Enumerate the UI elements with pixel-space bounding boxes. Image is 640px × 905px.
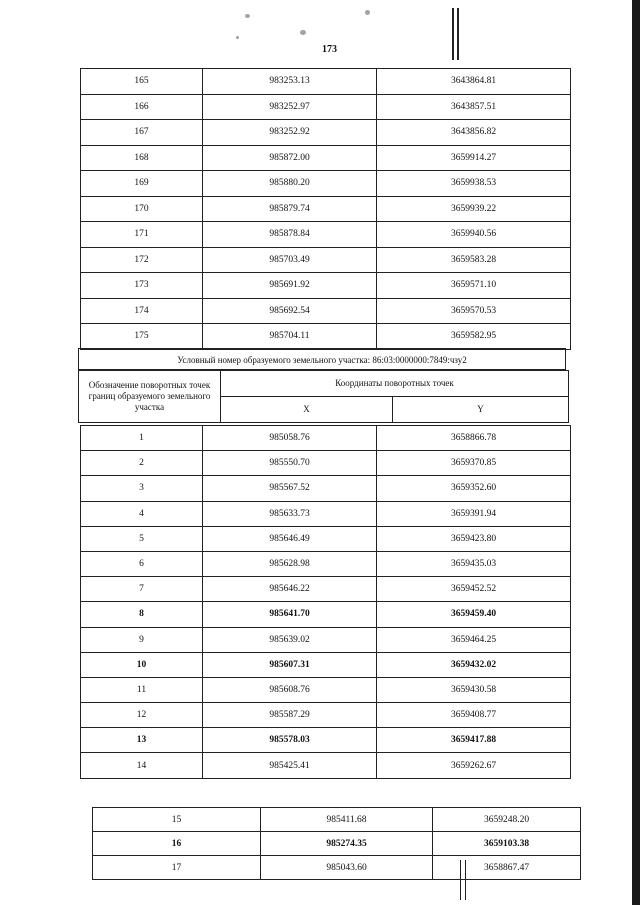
x-coordinate-cell: 983253.13	[203, 69, 377, 95]
scan-speck	[365, 10, 370, 15]
y-coordinate-cell: 3659940.56	[377, 222, 571, 248]
point-number-cell: 166	[81, 94, 203, 120]
x-coordinate-cell: 985425.41	[203, 753, 377, 778]
x-coordinate-cell: 985633.73	[203, 501, 377, 526]
table-row	[81, 526, 571, 551]
table-row	[81, 171, 571, 197]
y-coordinate-cell: 3659939.22	[377, 196, 571, 222]
x-coordinate-cell: 983252.92	[203, 120, 377, 146]
table-row	[81, 69, 571, 95]
point-number-cell: 2	[81, 451, 203, 476]
table-row	[81, 602, 571, 627]
table-row	[81, 476, 571, 501]
point-number-cell: 170	[81, 196, 203, 222]
x-coordinate-cell: 983252.97	[203, 94, 377, 120]
table-row	[81, 728, 571, 753]
parcel-caption: Условный номер образуемого земельного участка: 86:03:0000000:7849:чзу2	[78, 348, 566, 370]
y-coordinate-cell: 3643864.81	[377, 69, 571, 95]
table-row	[93, 856, 581, 880]
point-number-cell: 9	[81, 627, 203, 652]
point-number-cell: 17	[93, 856, 261, 880]
point-number-cell: 175	[81, 324, 203, 350]
table-row	[81, 577, 571, 602]
point-number-cell: 169	[81, 171, 203, 197]
y-coordinate-cell: 3659262.67	[377, 753, 571, 778]
table-row	[93, 808, 581, 832]
point-number-cell: 7	[81, 577, 203, 602]
points-column-header: Обозначение поворотных точек границ образуемого земельного участка	[79, 371, 221, 423]
x-coordinate-cell: 985274.35	[261, 832, 433, 856]
x-coordinate-cell: 985703.49	[203, 247, 377, 273]
table-row	[81, 145, 571, 171]
y-coordinate-cell: 3659914.27	[377, 145, 571, 171]
y-coordinate-cell: 3659103.38	[433, 832, 581, 856]
point-number-cell: 171	[81, 222, 203, 248]
point-number-cell: 168	[81, 145, 203, 171]
coordinates-header	[78, 370, 569, 423]
point-number-cell: 6	[81, 551, 203, 576]
x-coordinate-cell: 985646.22	[203, 577, 377, 602]
point-number-cell: 4	[81, 501, 203, 526]
point-number-cell: 12	[81, 703, 203, 728]
point-number-cell: 172	[81, 247, 203, 273]
y-coordinate-cell: 3643857.51	[377, 94, 571, 120]
y-coordinate-cell: 3659464.25	[377, 627, 571, 652]
x-coordinate-cell: 985691.92	[203, 273, 377, 299]
scan-artifact-line	[452, 8, 454, 60]
x-coordinate-cell: 985608.76	[203, 677, 377, 702]
point-number-cell: 11	[81, 677, 203, 702]
x-coordinate-cell: 985878.84	[203, 222, 377, 248]
table-row	[81, 501, 571, 526]
y-coordinate-cell: 3659423.80	[377, 526, 571, 551]
table-row	[81, 551, 571, 576]
x-coordinate-cell: 985641.70	[203, 602, 377, 627]
table-row	[81, 222, 571, 248]
table-row	[81, 451, 571, 476]
coordinates-header-title: Координаты поворотных точек	[221, 371, 569, 397]
point-number-cell: 174	[81, 298, 203, 324]
table-row	[81, 426, 571, 451]
point-number-cell: 167	[81, 120, 203, 146]
y-coordinate-cell: 3659571.10	[377, 273, 571, 299]
point-number-cell: 3	[81, 476, 203, 501]
table-row	[81, 324, 571, 350]
scan-speck	[300, 30, 306, 35]
x-coordinate-cell: 985058.76	[203, 426, 377, 451]
y-coordinate-cell: 3659452.52	[377, 577, 571, 602]
point-number-cell: 15	[93, 808, 261, 832]
table-row	[81, 753, 571, 778]
point-number-cell: 13	[81, 728, 203, 753]
table-row	[81, 273, 571, 299]
y-coordinate-cell: 3659370.85	[377, 451, 571, 476]
x-coordinate-cell: 985692.54	[203, 298, 377, 324]
y-coordinate-cell: 3659248.20	[433, 808, 581, 832]
x-coordinate-cell: 985550.70	[203, 451, 377, 476]
point-number-cell: 5	[81, 526, 203, 551]
table-row	[81, 298, 571, 324]
coordinates-table-top	[80, 68, 571, 350]
y-coordinate-cell: 3658866.78	[377, 426, 571, 451]
x-coordinate-cell: 985880.20	[203, 171, 377, 197]
y-coordinate-cell: 3659417.88	[377, 728, 571, 753]
point-number-cell: 1	[81, 426, 203, 451]
y-coordinate-cell: 3643856.82	[377, 120, 571, 146]
y-coordinate-cell: 3659938.53	[377, 171, 571, 197]
table-row	[81, 120, 571, 146]
y-column-header: Y	[393, 397, 569, 423]
y-coordinate-cell: 3659570.53	[377, 298, 571, 324]
y-coordinate-cell: 3659408.77	[377, 703, 571, 728]
scan-edge-shadow	[632, 0, 640, 905]
x-coordinate-cell: 985578.03	[203, 728, 377, 753]
y-coordinate-cell: 3659582.95	[377, 324, 571, 350]
y-coordinate-cell: 3659583.28	[377, 247, 571, 273]
y-coordinate-cell: 3659391.94	[377, 501, 571, 526]
scan-speck	[236, 36, 239, 39]
x-coordinate-cell: 985043.60	[261, 856, 433, 880]
point-number-cell: 8	[81, 602, 203, 627]
table-row	[81, 703, 571, 728]
x-coordinate-cell: 985646.49	[203, 526, 377, 551]
x-coordinate-cell: 985607.31	[203, 652, 377, 677]
y-coordinate-cell: 3659435.03	[377, 551, 571, 576]
y-coordinate-cell: 3659352.60	[377, 476, 571, 501]
x-coordinate-cell: 985639.02	[203, 627, 377, 652]
x-coordinate-cell: 985587.29	[203, 703, 377, 728]
y-coordinate-cell: 3659432.02	[377, 652, 571, 677]
coordinates-table-tail	[92, 807, 581, 880]
point-number-cell: 173	[81, 273, 203, 299]
table-row	[81, 627, 571, 652]
table-row	[93, 832, 581, 856]
coordinates-table-bottom	[80, 425, 571, 779]
table-row	[81, 94, 571, 120]
y-coordinate-cell: 3658867.47	[433, 856, 581, 880]
y-coordinate-cell: 3659459.40	[377, 602, 571, 627]
table-row	[81, 196, 571, 222]
point-number-cell: 16	[93, 832, 261, 856]
table-row	[81, 652, 571, 677]
x-column-header: X	[221, 397, 393, 423]
x-coordinate-cell: 985704.11	[203, 324, 377, 350]
x-coordinate-cell: 985872.00	[203, 145, 377, 171]
scan-speck	[245, 14, 250, 18]
x-coordinate-cell: 985879.74	[203, 196, 377, 222]
x-coordinate-cell: 985628.98	[203, 551, 377, 576]
table-row	[81, 677, 571, 702]
scan-artifact-line	[457, 8, 459, 60]
point-number-cell: 10	[81, 652, 203, 677]
x-coordinate-cell: 985411.68	[261, 808, 433, 832]
point-number-cell: 14	[81, 753, 203, 778]
x-coordinate-cell: 985567.52	[203, 476, 377, 501]
point-number-cell: 165	[81, 69, 203, 95]
y-coordinate-cell: 3659430.58	[377, 677, 571, 702]
page-number: 173	[322, 44, 337, 55]
table-row	[81, 247, 571, 273]
